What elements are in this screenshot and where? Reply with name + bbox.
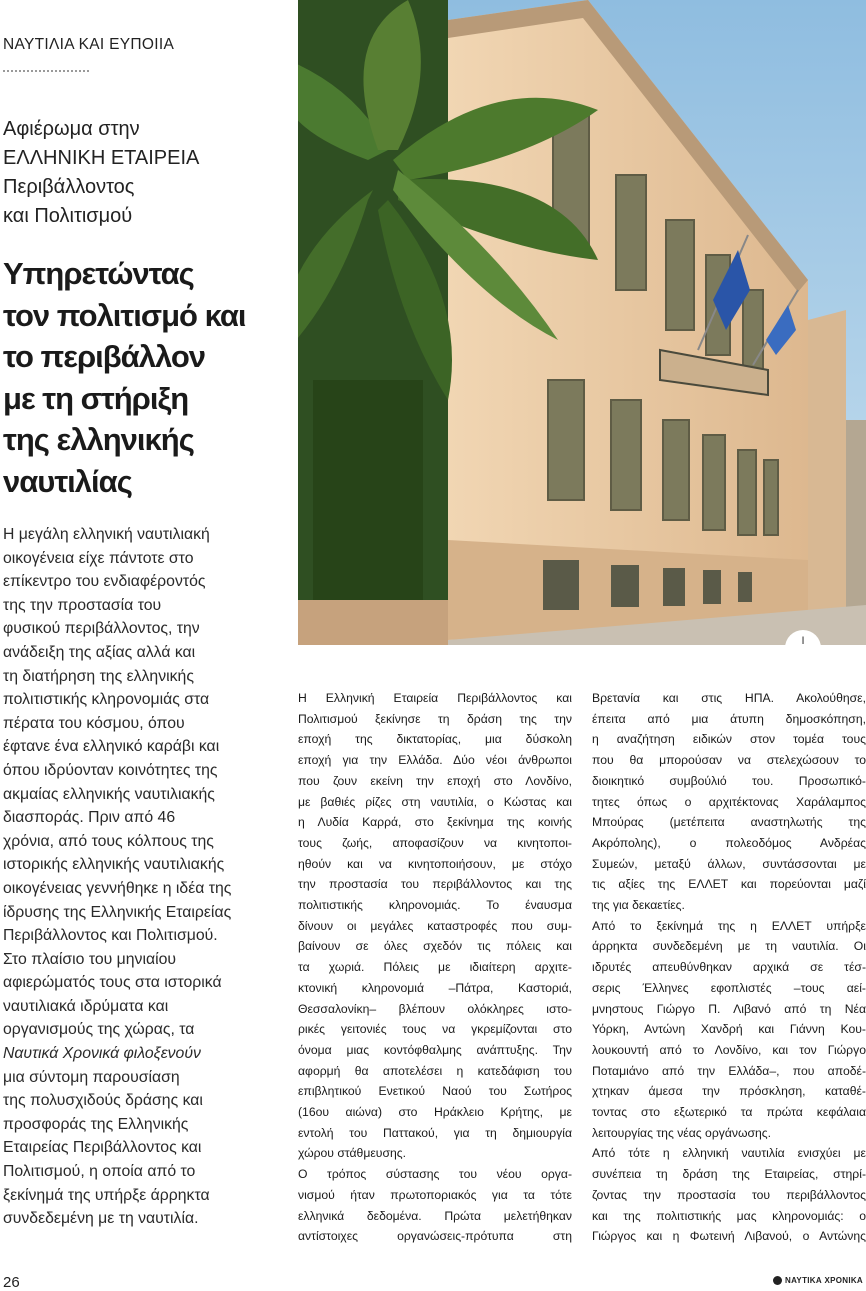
body-line: που θα μπορούσαν να στελεχώσουν το — [592, 753, 866, 768]
intro-line: φυσικού περιβάλλοντος, την — [3, 620, 200, 638]
body-line: με βαθιές ρίζες στη ναυτιλία, ο Κώστας και — [298, 794, 572, 809]
body-line: ελληνικά δεδομένα. Πρώτα μελετήθηκαν — [298, 1208, 572, 1223]
body-line: ιδρυτές απευθύνθηκαν αρχικά σε τέσ- — [592, 960, 866, 975]
intro-line: Περιβάλλοντος και Πολιτισμού. — [3, 927, 218, 945]
body-line: έπειτα από μια άτυπη δημοσκόπηση, — [592, 711, 866, 726]
body-line: λουκουντή από το Λονδίνο, και τον Γιώργο — [592, 1042, 866, 1057]
intro-line: ναυτιλιακά ιδρύματα και — [3, 997, 169, 1015]
intro-line: Η μεγάλη ελληνική ναυτιλιακή — [3, 526, 210, 543]
page-number: 26 — [3, 1274, 20, 1291]
body-line: σερις Έλληνες εφοπλιστές –τους αεί- — [592, 980, 866, 995]
body-line: τοντας στο εξωτερικό τα πρώτα κεφάλαια — [592, 1105, 866, 1120]
body-line: δίνουν οι μεγάλες καταστροφές που συμ- — [298, 918, 572, 933]
intro-line: οργανισμούς της χώρας, τα — [3, 1021, 195, 1039]
intro-line: επίκεντρο του ενδιαφέροντός — [3, 573, 206, 591]
body-line: πολιτιστικής κληρονομιάς. Το έναυσμα — [298, 898, 572, 913]
intro-line: ιστορικής ελληνικής ναυτιλιακής — [3, 856, 225, 874]
brand-logo-icon — [773, 1276, 782, 1285]
headline-line: το περιβάλλον — [3, 339, 206, 374]
intro-line: συνδεδεμένη με τη ναυτιλία. — [3, 1210, 199, 1228]
body-line: εντολή του Παττακού, για τη δημιουργία — [298, 1125, 572, 1140]
body-line: Ποταμιάνο από την Ελλάδα–, που αποδέ- — [592, 1063, 866, 1078]
body-column-right — [592, 688, 866, 1247]
dedication-line: Αφιέρωμα στην — [3, 118, 140, 140]
intro-line: ακμαίας ελληνικής ναυτιλιακής — [3, 785, 215, 803]
body-line: Ακρόπολης), ο πολεοδόμος Ανδρέας — [592, 835, 866, 850]
body-line: κτονική κληρονομιά –Πάτρα, Καστοριά, — [298, 980, 572, 995]
body-line: Η Ελληνική Εταιρεία Περιβάλλοντος και — [298, 691, 572, 705]
dedication-block — [3, 115, 293, 231]
body-line: Βρετανία και στις ΗΠΑ. Ακολούθησε, — [592, 691, 866, 705]
body-line: διοικητικό συμβούλιό του. Προσωπικό- — [592, 773, 866, 788]
intro-line: έφτανε ένα ελληνικό καράβι και — [3, 738, 220, 756]
body-line: αφορμή θα αποτελέσει η κατεδάφιση του — [298, 1063, 572, 1078]
brand-name: ΝΑΥΤΙΚΑ ΧΡΟΝΙΚΑ — [785, 1276, 863, 1285]
dedication-line: ΕΛΛΗΝΙΚΗ ΕΤΑΙΡΕΙΑ — [3, 147, 200, 169]
intro-line: οικογένεια είχε πάντοτε στο — [3, 549, 194, 567]
body-line: Γιώργος και η Φωτεινή Λιβανού, ο Αντώνης — [592, 1229, 866, 1244]
intro-line: τη διατήρηση της ελληνικής — [3, 667, 194, 685]
body-line: της για δεκαετίες. — [592, 898, 685, 913]
intro-paragraph — [3, 523, 293, 1231]
body-line: η Λυδία Καρρά, στο ξεκίνημα της κοινής — [298, 815, 572, 830]
body-line: Από το ξεκίνημά της η ΕΛΛΕΤ υπήρξε — [592, 918, 866, 933]
body-line: Υόρκη, Αντώνη Χανδρή και Γιάννη Κου- — [592, 1022, 866, 1037]
dedication-line: Περιβάλλοντος — [3, 176, 135, 198]
body-line: συνέπεια τη δράση της Εταιρείας, στηρί- — [592, 1167, 866, 1182]
body-line: μνηστους Γιώργο Π. Λιβανό από τη Νέα — [592, 1001, 866, 1016]
body-line: αντίστοιχες οργανώσεις-πρότυπα στη — [298, 1229, 572, 1244]
intro-line: ίδρυσης της Ελληνικής Εταιρείας — [3, 903, 232, 921]
body-column-left — [298, 688, 572, 1247]
body-line: Θεσσαλονίκη– βλέπουν ολόκληρες ιστο- — [298, 1001, 572, 1016]
body-line: εποχή της δικτατορίας, μια δύσκολη — [298, 732, 572, 747]
body-line: (16ου αιώνα) στο Ηράκλειο Κρήτης, με — [298, 1105, 572, 1120]
body-line: Από τότε η ελληνική ναυτιλία ενισχύει με — [592, 1146, 866, 1161]
body-line: Μπούρας (μετέπειτα αναστηλωτής της — [592, 815, 866, 830]
intro-line: προσφοράς της Ελληνικής — [3, 1115, 189, 1133]
body-line: τητες όπως ο αρχιτέκτονας Χαράλαμπος — [592, 794, 866, 809]
dedication-line: και Πολιτισμού — [3, 205, 133, 227]
body-line: Πολιτισμού ξεκίνησε τη δράση της την — [298, 711, 572, 726]
section-label: ΝΑΥΤΙΛΙΑ ΚΑΙ ΕΥΠΟΙΙΑ — [3, 36, 175, 53]
body-line: χώρου στάθμευσης. — [298, 1146, 407, 1161]
body-line: όνομα μιας κοντόφθαλμης ανάπτυξης. Την — [298, 1042, 572, 1057]
body-line: νισμού ήταν πρωτοποριακός για τα τότε — [298, 1187, 572, 1202]
intro-line: διασποράς. Πριν από 46 — [3, 809, 176, 827]
intro-line: χρόνια, από τους κόλπους της — [3, 832, 214, 850]
intro-line: Εταιρείας Περιβάλλοντος και — [3, 1139, 202, 1157]
photo-caption-marker: I — [785, 630, 821, 648]
body-line: ζοντας την προστασία του περιβάλλοντος — [592, 1187, 866, 1202]
body-line: Ο τρόπος σύστασης του νέου οργα- — [298, 1167, 572, 1182]
body-line: άρρηκτα συνδεδεμένη με τη ναυτιλία. Οι — [592, 939, 866, 954]
body-line: που ζουν εκείνη την εποχή στο Λονδίνο, — [298, 773, 572, 788]
body-line: Συμεών, μεταξύ άλλων, συντάσσονται με — [592, 856, 866, 871]
article-headline — [3, 253, 293, 502]
body-line: επιβλητικού Ενετικού Ναού του Σωτήρος — [298, 1084, 572, 1099]
body-line: βαίνουν σε όλες σχεδόν τις πόλεις και — [298, 939, 572, 954]
intro-line: αφιερώματός τους στα ιστορικά — [3, 974, 222, 992]
body-line: ηθούν και να κινητοποιήσουν, με στόχο — [298, 856, 572, 871]
intro-line: όπου ιδρύονταν κοινότητες της — [3, 761, 218, 779]
headline-line: ναυτιλίας — [3, 463, 132, 499]
intro-line: της πολυσχιδούς δράσης και — [3, 1092, 203, 1110]
building-photo — [298, 0, 866, 645]
body-line: και της πολιτιστικής μας κληρονομιάς: ο — [592, 1208, 866, 1223]
intro-line: Στο πλαίσιο του μηνιαίου — [3, 950, 177, 968]
intro-line: ξεκίνημά της υπήρξε άρρηκτα — [3, 1186, 210, 1204]
headline-line: της ελληνικής — [3, 422, 194, 457]
magazine-brand — [773, 1276, 863, 1285]
headline-line: με τη στήριξη — [3, 380, 189, 416]
body-line: τις αξίες της ΕΛΛΕΤ και πορεύονται μαζί — [592, 877, 866, 892]
intro-line: ανάδειξη της αξίας αλλά και — [3, 643, 196, 661]
intro-line: Ναυτικά Χρονικά φιλοξενούν — [3, 1045, 201, 1063]
body-line: ρικές γειτονιές τους να γκρεμίζονται στο — [298, 1022, 572, 1037]
intro-line: μια σύντομη παρουσίαση — [3, 1068, 180, 1086]
body-line: τους ζωής, αποφασίζουν να κινητοποι- — [298, 835, 572, 850]
dotted-divider — [3, 70, 89, 72]
headline-line: τον πολιτισμό και — [3, 297, 246, 333]
intro-line: οικογένειας γεννήθηκε η ιδέα της — [3, 879, 232, 897]
body-line: λειτουργίας της νέας οργάνωσης. — [592, 1125, 772, 1140]
body-line: την προστασία του περιβάλλοντος και της — [298, 877, 572, 892]
body-line: εποχή για την Ελλάδα. Δύο νέοι άνθρωποι — [298, 753, 572, 768]
intro-line: Πολιτισμού, η οποία από το — [3, 1163, 196, 1181]
intro-line: πέρατα του κόσμου, όπου — [3, 714, 185, 732]
body-line: η αναζήτηση ειδικών στον τομέα τους — [592, 732, 866, 747]
intro-line: της την προστασία του — [3, 596, 162, 614]
neighbor-building — [808, 310, 846, 620]
headline-line: Υπηρετώντας — [3, 256, 194, 291]
body-line: χτηκαν άμεσα την πρόσκληση, καταθέ- — [592, 1084, 866, 1099]
neighbor-building — [846, 420, 866, 620]
intro-line: πολιτιστικής κληρονομιάς στα — [3, 691, 210, 709]
body-line: τα χωριά. Πόλεις με ιδιαίτερη αρχιτε- — [298, 960, 572, 975]
